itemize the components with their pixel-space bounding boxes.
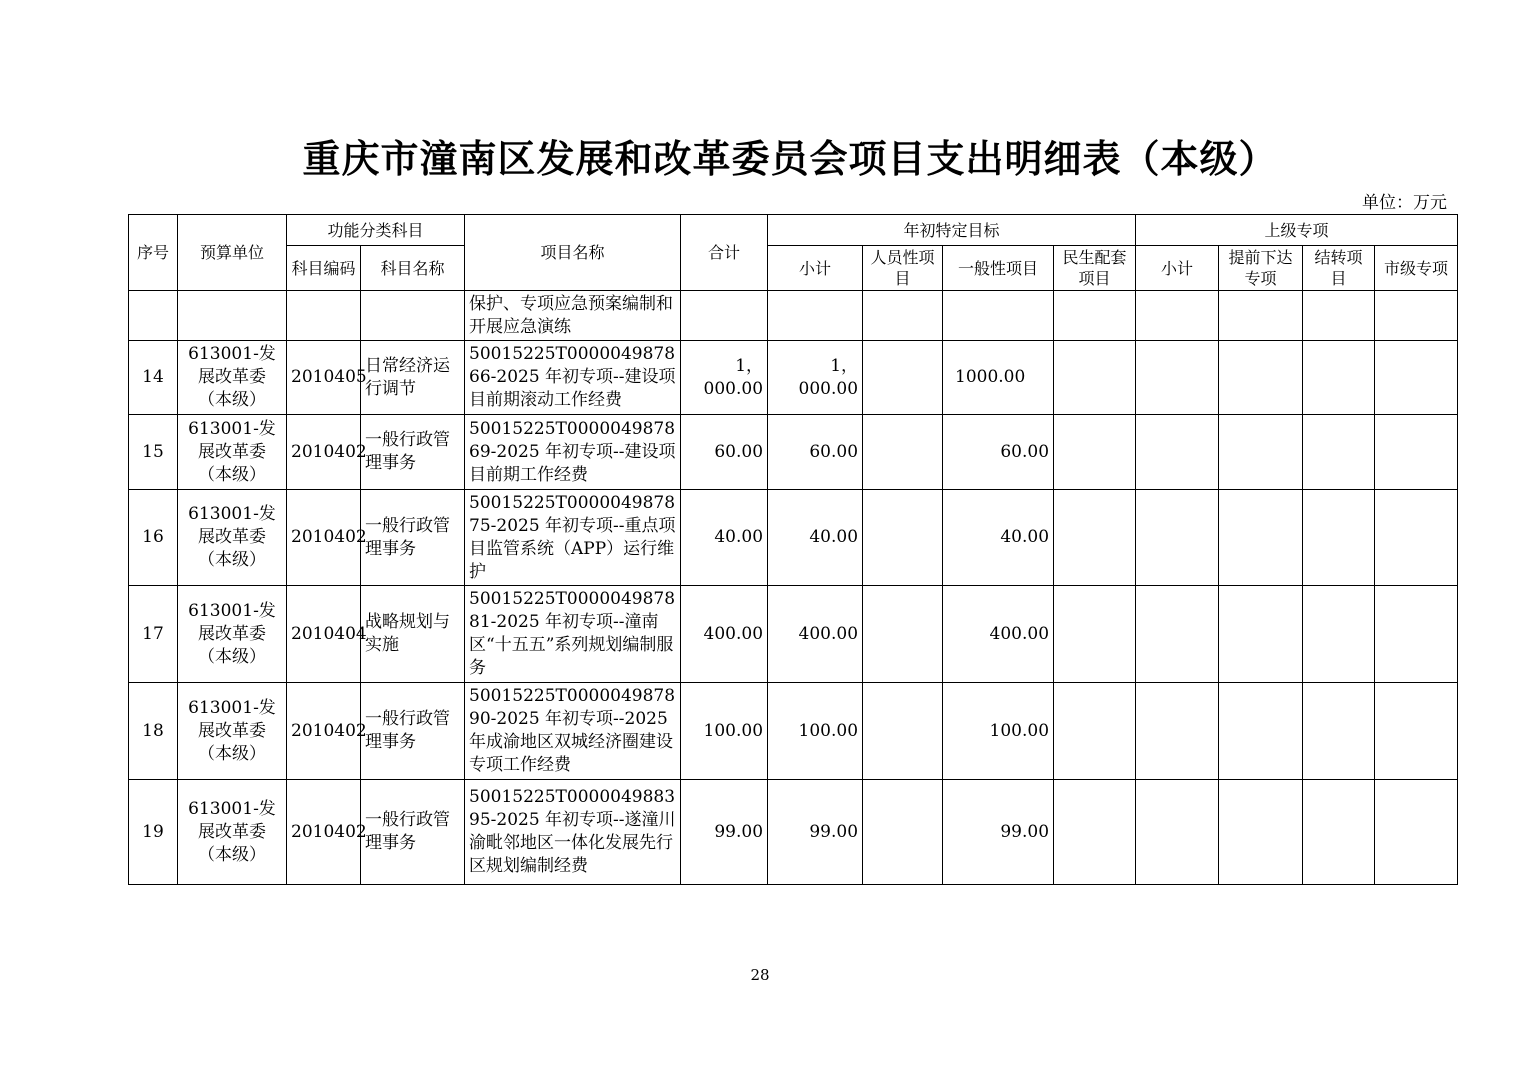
table-body	[129, 291, 1458, 885]
superior-empty-cell	[1219, 341, 1303, 415]
table-row	[129, 341, 1458, 415]
superior-empty-cell	[1375, 586, 1458, 683]
superior-empty-cell	[1136, 490, 1219, 586]
budget-unit-cell: 613001-发展改革委（本级）	[178, 341, 287, 415]
total-cell: 99.00	[681, 780, 768, 885]
annual-subtotal-cell: 100.00	[768, 683, 863, 780]
superior-empty-cell	[1303, 780, 1375, 885]
seq-cell: 18	[129, 683, 178, 780]
livelihood-cell	[1054, 341, 1136, 415]
subject-name-cell: 一般行政管理事务	[361, 490, 465, 586]
page-number: 28	[750, 966, 770, 984]
annual-subtotal-cell: 99.00	[768, 780, 863, 885]
project-name-cell: 50015225T000004987890-2025 年初专项--2025 年成渝地区双城经济圈建设专项工作经费	[465, 683, 681, 780]
header-superior: 上级专项	[1136, 215, 1458, 246]
subject-code-cell: 2010404	[287, 586, 361, 683]
general-cell: 1000.00	[943, 341, 1054, 415]
superior-empty-cell	[1219, 415, 1303, 490]
subject-name-cell: 日常经济运行调节	[361, 341, 465, 415]
seq-cell: 16	[129, 490, 178, 586]
livelihood-cell	[1054, 586, 1136, 683]
subject-name-cell: 一般行政管理事务	[361, 780, 465, 885]
superior-empty-cell	[1136, 586, 1219, 683]
header-sup-carryover: 结转项目	[1303, 246, 1375, 291]
superior-empty-cell	[1136, 415, 1219, 490]
personnel-cell	[863, 490, 943, 586]
total-cell: 60.00	[681, 415, 768, 490]
header-at-personnel: 人员性项目	[863, 246, 943, 291]
total-cell: 100.00	[681, 683, 768, 780]
personnel-cell	[863, 586, 943, 683]
expenditure-table	[128, 214, 1458, 885]
subject-name-cell: 战略规划与实施	[361, 586, 465, 683]
subject-code-cell: 2010402	[287, 490, 361, 586]
total-cell: 40.00	[681, 490, 768, 586]
header-func-class: 功能分类科目	[287, 215, 465, 246]
header-subject-code: 科目编码	[287, 246, 361, 291]
subject-code-cell: 2010402	[287, 415, 361, 490]
total-cell: 1，000.00	[681, 341, 768, 415]
project-name-cell: 50015225T000004987869-2025 年初专项--建设项目前期工作经费	[465, 415, 681, 490]
total-cell: 400.00	[681, 586, 768, 683]
annual-subtotal-cell: 60.00	[768, 415, 863, 490]
annual-subtotal-cell: 1，000.00	[768, 341, 863, 415]
subject-name-cell: 一般行政管理事务	[361, 415, 465, 490]
superior-empty-cell	[1303, 415, 1375, 490]
subject-name-cell: 一般行政管理事务	[361, 683, 465, 780]
general-cell: 99.00	[943, 780, 1054, 885]
budget-unit-cell: 613001-发展改革委（本级）	[178, 415, 287, 490]
header-sup-city: 市级专项	[1375, 246, 1458, 291]
superior-empty-cell	[1303, 341, 1375, 415]
table-row-continuation	[129, 291, 1458, 341]
budget-unit-cell: 613001-发展改革委（本级）	[178, 780, 287, 885]
subject-code-cell: 2010402	[287, 780, 361, 885]
header-budget-unit: 预算单位	[178, 215, 287, 291]
superior-empty-cell	[1375, 780, 1458, 885]
general-cell: 100.00	[943, 683, 1054, 780]
superior-empty-cell	[1219, 683, 1303, 780]
livelihood-cell	[1054, 490, 1136, 586]
budget-unit-cell: 613001-发展改革委（本级）	[178, 683, 287, 780]
table-header	[129, 215, 1458, 291]
superior-empty-cell	[1219, 780, 1303, 885]
annual-subtotal-cell: 40.00	[768, 490, 863, 586]
project-name-cell: 50015225T000004987881-2025 年初专项--潼南区“十五五”系列规划编制服务	[465, 586, 681, 683]
subject-code-cell: 2010405	[287, 341, 361, 415]
header-seq: 序号	[129, 215, 178, 291]
personnel-cell	[863, 415, 943, 490]
superior-empty-cell	[1136, 780, 1219, 885]
livelihood-cell	[1054, 415, 1136, 490]
livelihood-cell	[1054, 683, 1136, 780]
project-name-cell: 50015225T000004987875-2025 年初专项--重点项目监管系统（APP）运行维护	[465, 490, 681, 586]
header-subject-name: 科目名称	[361, 246, 465, 291]
header-annual-target: 年初特定目标	[768, 215, 1136, 246]
personnel-cell	[863, 341, 943, 415]
general-cell: 60.00	[943, 415, 1054, 490]
header-project-name: 项目名称	[465, 215, 681, 291]
table-row	[129, 415, 1458, 490]
project-name-cell: 50015225T000004988395-2025 年初专项--遂潼川渝毗邻地区一体化发展先行区规划编制经费	[465, 780, 681, 885]
header-at-general: 一般性项目	[943, 246, 1054, 291]
annual-subtotal-cell: 400.00	[768, 586, 863, 683]
general-cell: 400.00	[943, 586, 1054, 683]
budget-unit-cell: 613001-发展改革委（本级）	[178, 586, 287, 683]
superior-empty-cell	[1303, 490, 1375, 586]
superior-empty-cell	[1219, 586, 1303, 683]
header-sup-advance: 提前下达专项	[1219, 246, 1303, 291]
superior-empty-cell	[1303, 586, 1375, 683]
personnel-cell	[863, 780, 943, 885]
table-row	[129, 490, 1458, 586]
seq-cell: 17	[129, 586, 178, 683]
project-name-cell: 50015225T000004987866-2025 年初专项--建设项目前期滚动工作经费	[465, 341, 681, 415]
unit-label: 单位：万元	[1362, 193, 1447, 213]
header-total: 合计	[681, 215, 768, 291]
livelihood-cell	[1054, 780, 1136, 885]
general-cell: 40.00	[943, 490, 1054, 586]
superior-empty-cell	[1219, 490, 1303, 586]
header-at-livelihood: 民生配套项目	[1054, 246, 1136, 291]
subject-code-cell: 2010402	[287, 683, 361, 780]
superior-empty-cell	[1136, 341, 1219, 415]
page-title: 重庆市潼南区发展和改革委员会项目支出明细表（本级）	[302, 137, 1278, 181]
table-row	[129, 780, 1458, 885]
header-at-subtotal: 小计	[768, 246, 863, 291]
table-row	[129, 683, 1458, 780]
header-sup-subtotal: 小计	[1136, 246, 1219, 291]
seq-cell: 15	[129, 415, 178, 490]
table-row	[129, 586, 1458, 683]
superior-empty-cell	[1375, 341, 1458, 415]
superior-empty-cell	[1136, 683, 1219, 780]
budget-unit-cell: 613001-发展改革委（本级）	[178, 490, 287, 586]
superior-empty-cell	[1375, 490, 1458, 586]
superior-empty-cell	[1375, 683, 1458, 780]
personnel-cell	[863, 683, 943, 780]
superior-empty-cell	[1303, 683, 1375, 780]
seq-cell: 19	[129, 780, 178, 885]
project-name-cell: 保护、专项应急预案编制和开展应急演练	[465, 291, 681, 341]
superior-empty-cell	[1375, 415, 1458, 490]
seq-cell: 14	[129, 341, 178, 415]
